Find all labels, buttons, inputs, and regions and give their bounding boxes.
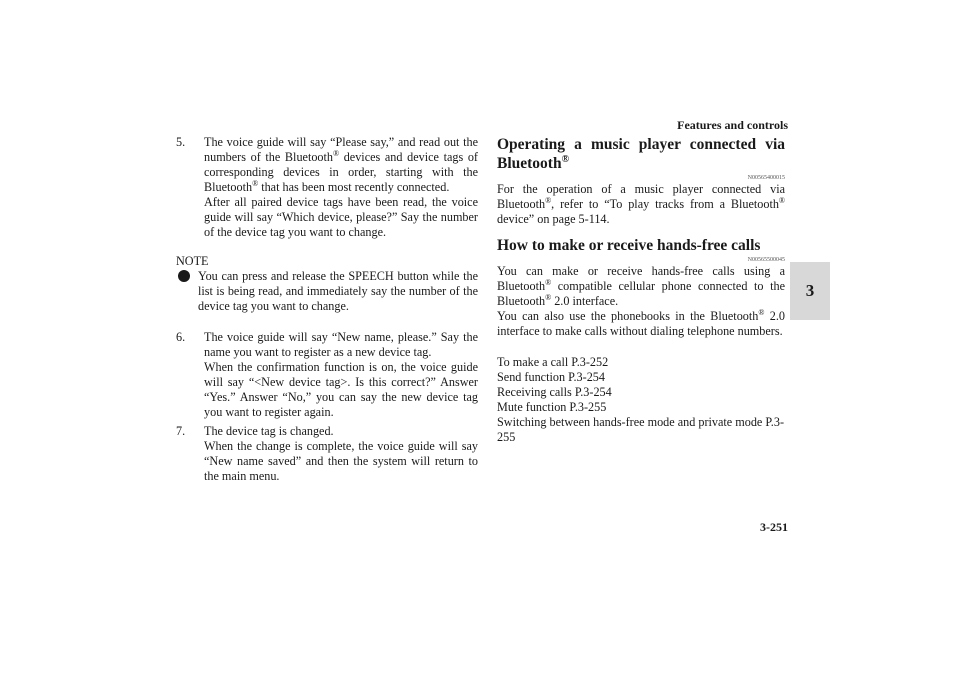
page-number: 3-251 (760, 520, 788, 534)
section-title-hands-free: How to make or receive hands-free calls (497, 237, 761, 254)
section-text (497, 264, 785, 309)
text-run: For the operation of a music player connected via Bluetooth (497, 182, 785, 211)
cross-reference-link[interactable]: Switching between hands-free mode and private mode P.3-255 (497, 415, 784, 444)
text-run: that has been most recently connected. (258, 180, 450, 194)
registered-mark: ® (778, 195, 785, 205)
step-7 (176, 424, 478, 484)
section-title-music-player (497, 135, 785, 173)
cross-reference-list (497, 355, 785, 445)
text-run: compatible cellular phone connected to the Bluetooth (497, 279, 785, 308)
step-body (204, 330, 478, 420)
right-column (497, 135, 785, 445)
note-label: NOTE (176, 254, 209, 268)
chapter-tab: 3 (790, 262, 830, 320)
step-text (204, 135, 478, 195)
step-5 (176, 135, 478, 240)
step-body (204, 424, 478, 484)
text-run: The voice guide will say “Please say,” and read out the numbers of the Bluetooth (204, 135, 478, 164)
step-6 (176, 330, 478, 420)
registered-mark: ® (333, 148, 340, 158)
step-number: 5. (176, 135, 186, 149)
step-text: The voice guide will say “New name, please.” Say the name you want to register as a new device tag. (204, 330, 478, 359)
cross-reference-link[interactable]: To make a call P.3-252 (497, 355, 609, 369)
note-text: You can press and release the SPEECH button while the list is being read, and immediately say the number of the device tag you want to change. (198, 269, 478, 313)
cross-reference-link[interactable]: Mute function P.3-255 (497, 400, 607, 414)
step-body (204, 135, 478, 240)
text-run: , refer to “To play tracks from a Bluetooth (551, 197, 779, 211)
step-number: 7. (176, 424, 186, 438)
section-code: N00565500045 (747, 257, 785, 263)
note-item (178, 269, 478, 314)
left-column (176, 135, 478, 484)
text-run: device” on page 5-114. (497, 212, 610, 226)
text-run: Operating a music player connected via Bluetooth (497, 136, 785, 172)
registered-mark: ® (545, 277, 552, 287)
text-run: You can make or receive hands-free calls using a Bluetooth (497, 264, 785, 293)
cross-reference-link[interactable]: Receiving calls P.3-254 (497, 385, 612, 399)
text-run: 2.0 interface to make calls without dialing telephone numbers. (497, 309, 786, 338)
registered-mark: ® (561, 153, 570, 165)
text-run: 2.0 interface. (551, 294, 619, 308)
text-run: devices and device tags of corresponding devices in order, starting with the Bluetooth (204, 150, 478, 194)
registered-mark: ® (758, 307, 765, 317)
step-text: When the change is complete, the voice guide will say “New name saved” and then the system will return to the main menu. (204, 439, 478, 483)
running-header: Features and controls (677, 118, 788, 132)
text-run: You can also use the phonebooks in the Bluetooth (497, 309, 759, 323)
registered-mark: ® (545, 292, 552, 302)
registered-mark: ® (545, 195, 552, 205)
step-number: 6. (176, 330, 186, 344)
step-text: After all paired device tags have been read, the voice guide will say “Which device, please?” Say the number of the device tag you want to change. (204, 195, 478, 239)
registered-mark: ® (252, 178, 259, 188)
step-text: When the confirmation function is on, the voice guide will say “<New device tag>. Is this correct?” Answer “Yes.” Answer “No,” you can say the new device tag you want to register again. (204, 360, 478, 419)
cross-reference-link[interactable]: Send function P.3-254 (497, 370, 605, 384)
step-text: The device tag is changed. (204, 424, 334, 438)
section-text (497, 309, 785, 339)
bullet-icon (178, 270, 190, 282)
section-code: N00565400015 (747, 175, 785, 181)
section-text (497, 182, 785, 227)
